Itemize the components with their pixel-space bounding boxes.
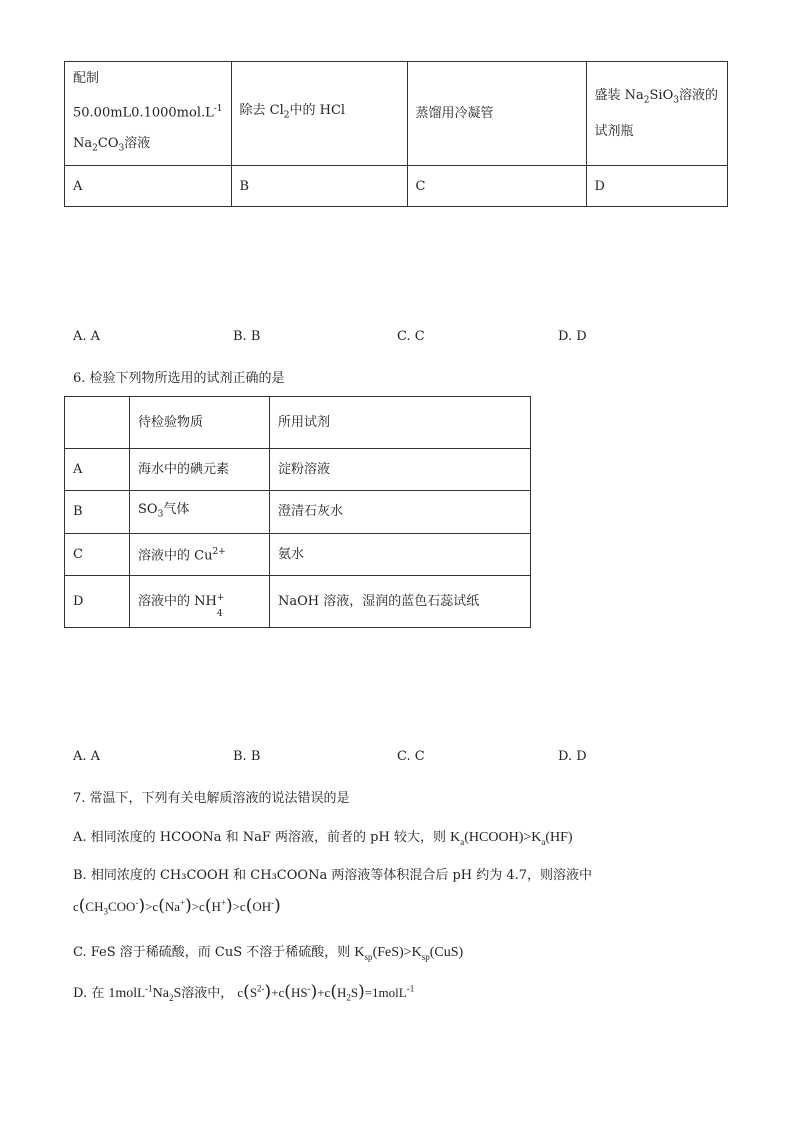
cell-a-line1: 配制 xyxy=(73,70,100,86)
t: ( xyxy=(78,896,86,916)
cell-a-line2 xyxy=(73,94,223,128)
ion-charge xyxy=(216,592,225,619)
table-row xyxy=(65,491,531,534)
q7-stem: 7. 常温下，下列有关电解质溶液的说法错误的是 xyxy=(73,791,350,806)
row-substance xyxy=(130,534,270,576)
t: 2 xyxy=(643,95,650,106)
q5-option-c[interactable]: C. C xyxy=(397,329,425,344)
row-substance: 海水中的碘元素 xyxy=(130,449,270,491)
t: - xyxy=(271,897,275,908)
t: Na xyxy=(73,135,93,151)
q5-option-d[interactable]: D. D xyxy=(558,329,587,344)
t: (HCOOH)>K xyxy=(464,830,542,845)
t: ( xyxy=(158,896,165,916)
formula-d xyxy=(237,982,415,1003)
t: 盛装 Na xyxy=(594,87,644,103)
formula-d-conc xyxy=(108,983,182,1003)
t: + xyxy=(180,897,186,908)
cell-a-line2-text: 50.00mL0.1000mol.L xyxy=(73,104,214,120)
t: 2+ xyxy=(212,547,226,558)
header-blank xyxy=(65,397,130,449)
cell-d-line2: 试剂瓶 xyxy=(594,124,634,140)
t: 3 xyxy=(118,143,125,154)
t: (CuS) xyxy=(429,945,464,960)
t: SO xyxy=(138,501,158,517)
row-reagent: 氨水 xyxy=(270,534,531,576)
t: L xyxy=(398,985,407,1000)
t: a xyxy=(541,836,546,847)
q7-option-a[interactable] xyxy=(73,826,573,847)
t: - xyxy=(307,983,311,994)
label-c: C xyxy=(407,166,586,207)
t: ) xyxy=(274,896,281,916)
t: (HF) xyxy=(545,830,573,845)
q6-option-c[interactable]: C. C xyxy=(397,749,425,764)
formula-a xyxy=(450,830,572,845)
t: S xyxy=(249,985,258,1000)
header-substance: 待检验物质 xyxy=(130,397,270,449)
t: S xyxy=(173,986,182,1001)
t: 溶液中， xyxy=(181,986,234,1001)
t: D. 在 xyxy=(73,986,105,1001)
q6-stem: 6. 检验下列物所选用的试剂正确的是 xyxy=(73,371,285,386)
t: 3 xyxy=(103,906,108,917)
t: ) xyxy=(185,896,192,916)
q7-option-d[interactable] xyxy=(73,982,414,1003)
row-substance xyxy=(130,491,270,534)
t: 溶液的 xyxy=(679,87,719,103)
row-label: B xyxy=(65,491,130,534)
label-d: D xyxy=(586,166,727,207)
t: L xyxy=(137,985,146,1000)
t: >c xyxy=(145,899,159,914)
t: K xyxy=(354,945,365,960)
t: C. FeS 溶于稀硫酸，而 CuS 不溶于稀硫酸，则 xyxy=(73,945,351,960)
t: 3 xyxy=(157,509,164,520)
t: 中的 HCl xyxy=(289,103,346,119)
t: - xyxy=(135,897,139,908)
row-reagent: NaOH 溶液，湿润的蓝色石蕊试纸 xyxy=(270,576,531,628)
row-label: C xyxy=(65,534,130,576)
t: A. 相同浓度的 HCOONa 和 NaF 两溶液，前者的 pH 较大，则 xyxy=(73,830,446,845)
t: >c xyxy=(232,899,246,914)
label-a: A xyxy=(65,166,232,207)
cell-a-line3 xyxy=(73,128,223,165)
reagent-table xyxy=(64,396,531,628)
row-reagent: 淀粉溶液 xyxy=(270,449,531,491)
row-substance xyxy=(130,576,270,628)
t: 2 xyxy=(168,992,174,1003)
t: >c xyxy=(191,899,205,914)
t: 3 xyxy=(673,95,679,106)
t: SiO xyxy=(649,87,674,103)
t: Na xyxy=(164,899,180,914)
t: + xyxy=(220,897,226,908)
q7-option-b[interactable]: B. 相同浓度的 CH₃COOH 和 CH₃COONa 两溶液等体积混合后 pH 约为 4.7，则溶液中 xyxy=(73,868,593,883)
cell-c: 蒸馏用冷凝管 xyxy=(407,62,586,166)
q7-option-c[interactable] xyxy=(73,941,463,962)
t: OH xyxy=(252,899,272,914)
t: ) xyxy=(310,982,318,1002)
cell-d-line1 xyxy=(595,80,719,117)
t: ( xyxy=(330,982,337,1002)
t: sp xyxy=(421,951,430,962)
t: 气体 xyxy=(163,501,190,517)
table-row xyxy=(65,397,531,449)
t: 溶液中的 NH xyxy=(138,593,217,609)
t: Na xyxy=(152,986,169,1001)
t: CO xyxy=(97,135,119,151)
formula-c xyxy=(354,945,463,960)
t: COO xyxy=(107,899,136,914)
cell-a-line2-sup: -1 xyxy=(213,103,223,114)
t: ( xyxy=(204,896,212,916)
t: a xyxy=(460,836,465,847)
q6-option-d[interactable]: D. D xyxy=(558,749,587,764)
t: 2 xyxy=(283,110,290,121)
formula-b xyxy=(73,896,281,917)
t: ( xyxy=(245,896,253,916)
t: sp xyxy=(364,951,373,962)
table-row xyxy=(65,166,728,207)
t: H xyxy=(211,899,221,914)
t: ) xyxy=(138,896,146,916)
cell-a xyxy=(65,62,232,166)
t: ( xyxy=(284,982,291,1002)
t: K xyxy=(450,830,461,845)
q5-option-a[interactable]: A. A xyxy=(73,329,101,344)
t: CH xyxy=(85,899,104,914)
row-reagent: 澄清石灰水 xyxy=(270,491,531,534)
row-label: A xyxy=(65,449,130,491)
t: ) xyxy=(264,982,272,1002)
t: -1 xyxy=(406,983,415,994)
t: HS xyxy=(290,985,308,1000)
table-row xyxy=(65,576,531,628)
t: 2 xyxy=(92,143,98,154)
t: H xyxy=(336,985,347,1000)
cell-d xyxy=(586,62,727,166)
t: 溶液 xyxy=(124,135,151,151)
t: 2- xyxy=(257,983,265,994)
row-label: D xyxy=(65,576,130,628)
t: + xyxy=(216,592,225,603)
t: +c xyxy=(271,985,285,1000)
t: c xyxy=(73,899,79,914)
t: 4 xyxy=(216,608,223,619)
t: =1mol xyxy=(364,985,399,1000)
table-row xyxy=(65,62,728,166)
t: (FeS)>K xyxy=(372,945,422,960)
t: S xyxy=(350,985,359,1000)
t: ( xyxy=(243,982,250,1002)
apparatus-table xyxy=(64,61,728,207)
q5-option-b[interactable]: B. B xyxy=(233,329,261,344)
t: 溶液中的 Cu xyxy=(138,548,213,564)
q6-option-a[interactable]: A. A xyxy=(73,749,101,764)
t: ) xyxy=(358,982,365,1002)
label-b: B xyxy=(231,166,407,207)
header-reagent: 所用试剂 xyxy=(270,397,531,449)
t: -1 xyxy=(145,983,153,994)
table-row xyxy=(65,449,531,491)
q6-option-b[interactable]: B. B xyxy=(233,749,261,764)
t: 1mol xyxy=(108,986,138,1001)
t: +c xyxy=(317,985,331,1000)
t: c xyxy=(237,985,244,1000)
t: 2 xyxy=(346,992,351,1003)
table-row xyxy=(65,534,531,576)
cell-b xyxy=(231,62,407,166)
t: ) xyxy=(225,896,233,916)
t: 除去 Cl xyxy=(239,103,284,119)
